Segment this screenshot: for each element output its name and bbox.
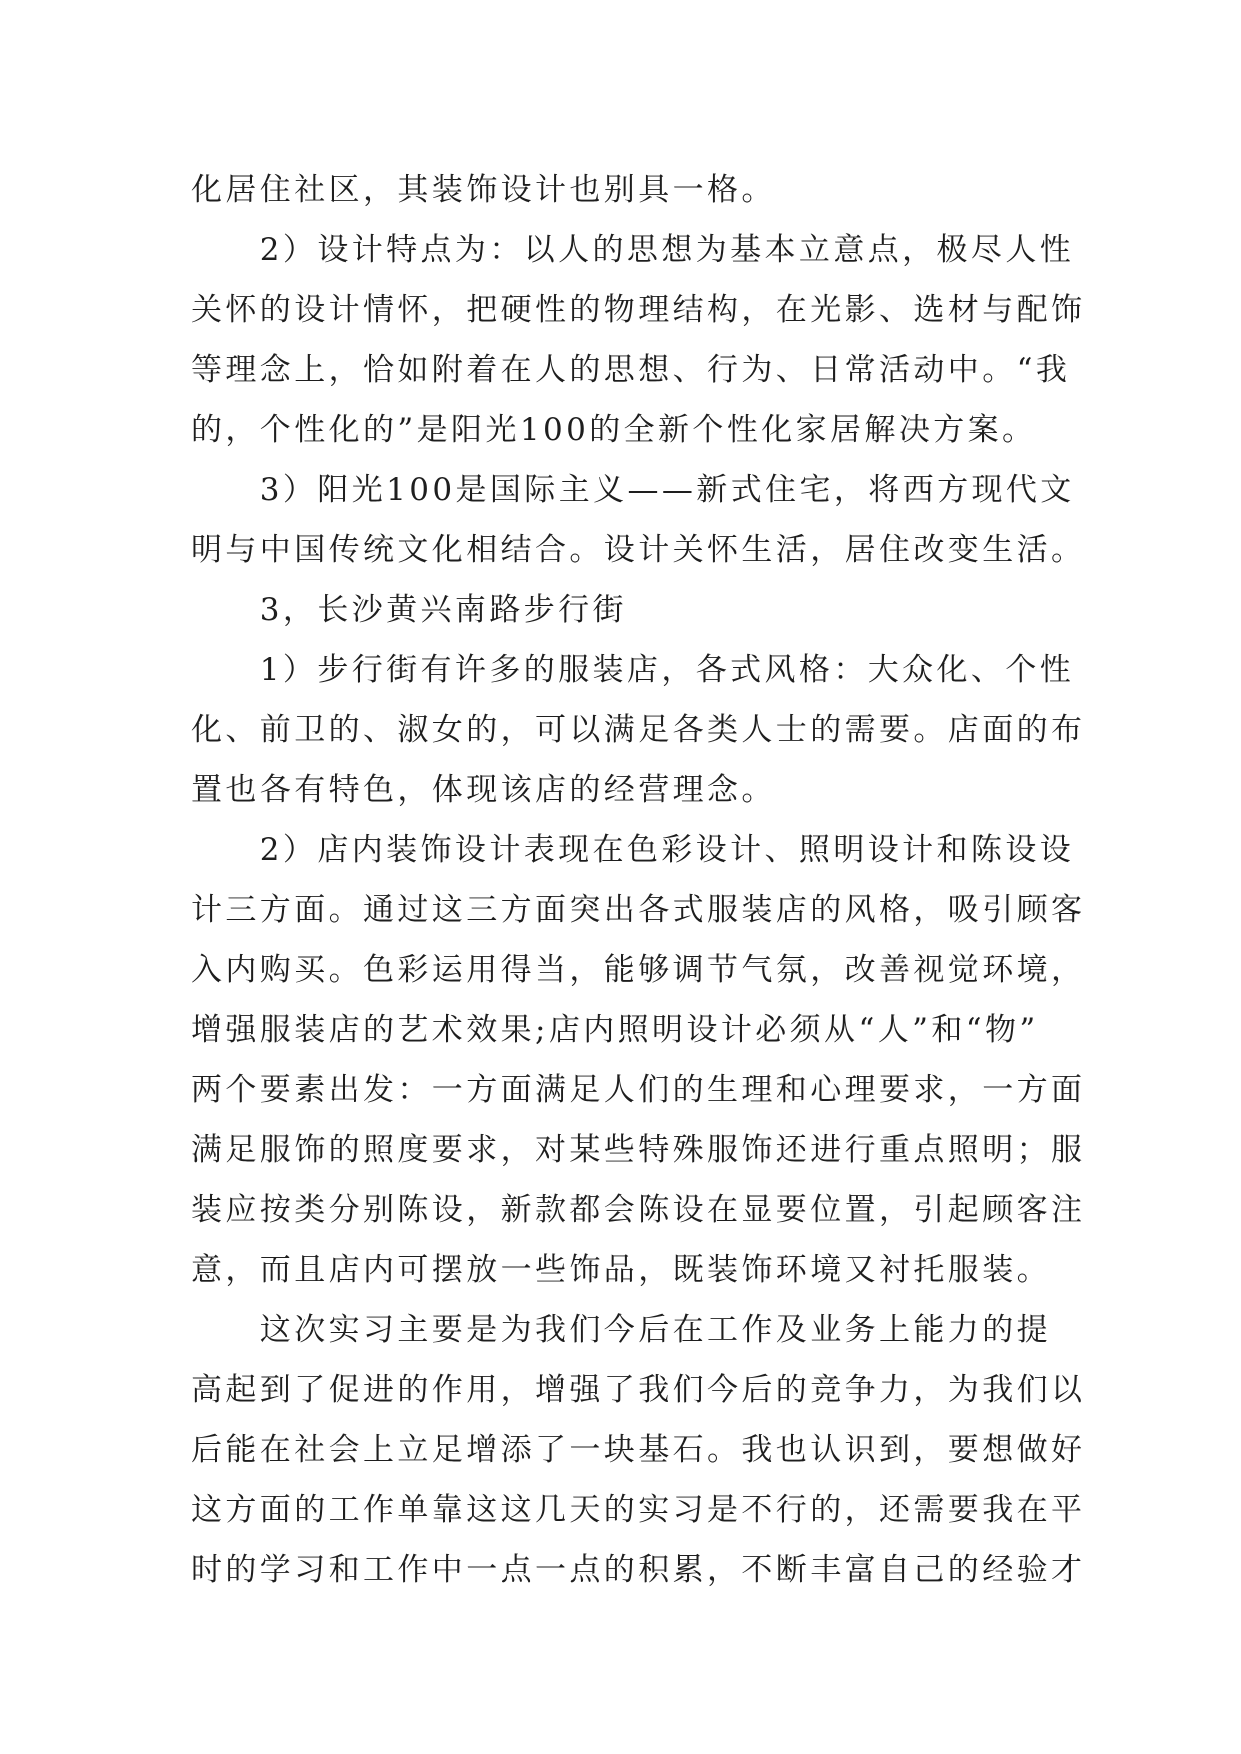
text-line: 3，长沙黄兴南路步行街 xyxy=(191,592,627,628)
text-line: 置也各有特色，体现该店的经营理念。 xyxy=(191,772,776,808)
text-line: 化、前卫的、淑女的，可以满足各类人士的需要。店面的布 xyxy=(191,712,1086,748)
text-line: 3）阳光100是国际主义——新式住宅，将西方现代文 xyxy=(191,472,1075,508)
text-line: 满足服饰的照度要求，对某些特殊服饰还进行重点照明；服 xyxy=(191,1132,1086,1168)
text-line: 两个要素出发：一方面满足人们的生理和心理要求，一方面 xyxy=(191,1072,1086,1108)
text-line: 后能在社会上立足增添了一块基石。我也认识到，要想做好 xyxy=(191,1432,1086,1468)
text-line: 2）店内装饰设计表现在色彩设计、照明设计和陈设设 xyxy=(191,832,1075,868)
text-line: 装应按类分别陈设，新款都会陈设在显要位置，引起顾客注 xyxy=(191,1192,1086,1228)
text-line: 1）步行街有许多的服装店，各式风格：大众化、个性 xyxy=(191,652,1075,688)
text-line: 增强服装店的艺术效果;店内照明设计必须从“人”和“物” xyxy=(191,1012,1039,1048)
text-line: 时的学习和工作中一点一点的积累，不断丰富自己的经验才 xyxy=(191,1552,1086,1588)
text-line: 化居住社区，其装饰设计也别具一格。 xyxy=(191,172,776,208)
text-line: 明与中国传统文化相结合。设计关怀生活，居住改变生活。 xyxy=(191,532,1086,568)
text-line: 这方面的工作单靠这这几天的实习是不行的，还需要我在平 xyxy=(191,1492,1086,1528)
text-line: 高起到了促进的作用，增强了我们今后的竞争力，为我们以 xyxy=(191,1372,1086,1408)
text-line: 计三方面。通过这三方面突出各式服装店的风格，吸引顾客 xyxy=(191,892,1086,928)
text-line: 入内购买。色彩运用得当，能够调节气氛，改善视觉环境， xyxy=(191,952,1086,988)
text-line: 关怀的设计情怀，把硬性的物理结构，在光影、选材与配饰 xyxy=(191,292,1086,328)
text-line: 等理念上，恰如附着在人的思想、行为、日常活动中。“我 xyxy=(191,352,1071,388)
text-line: 2）设计特点为：以人的思想为基本立意点，极尽人性 xyxy=(191,232,1075,268)
text-line: 意，而且店内可摆放一些饰品，既装饰环境又衬托服装。 xyxy=(191,1252,1051,1288)
text-line: 的，个性化的”是阳光100的全新个性化家居解决方案。 xyxy=(191,412,1037,448)
text-line: 这次实习主要是为我们今后在工作及业务上能力的提 xyxy=(191,1312,1051,1348)
body-text xyxy=(191,160,1086,1600)
